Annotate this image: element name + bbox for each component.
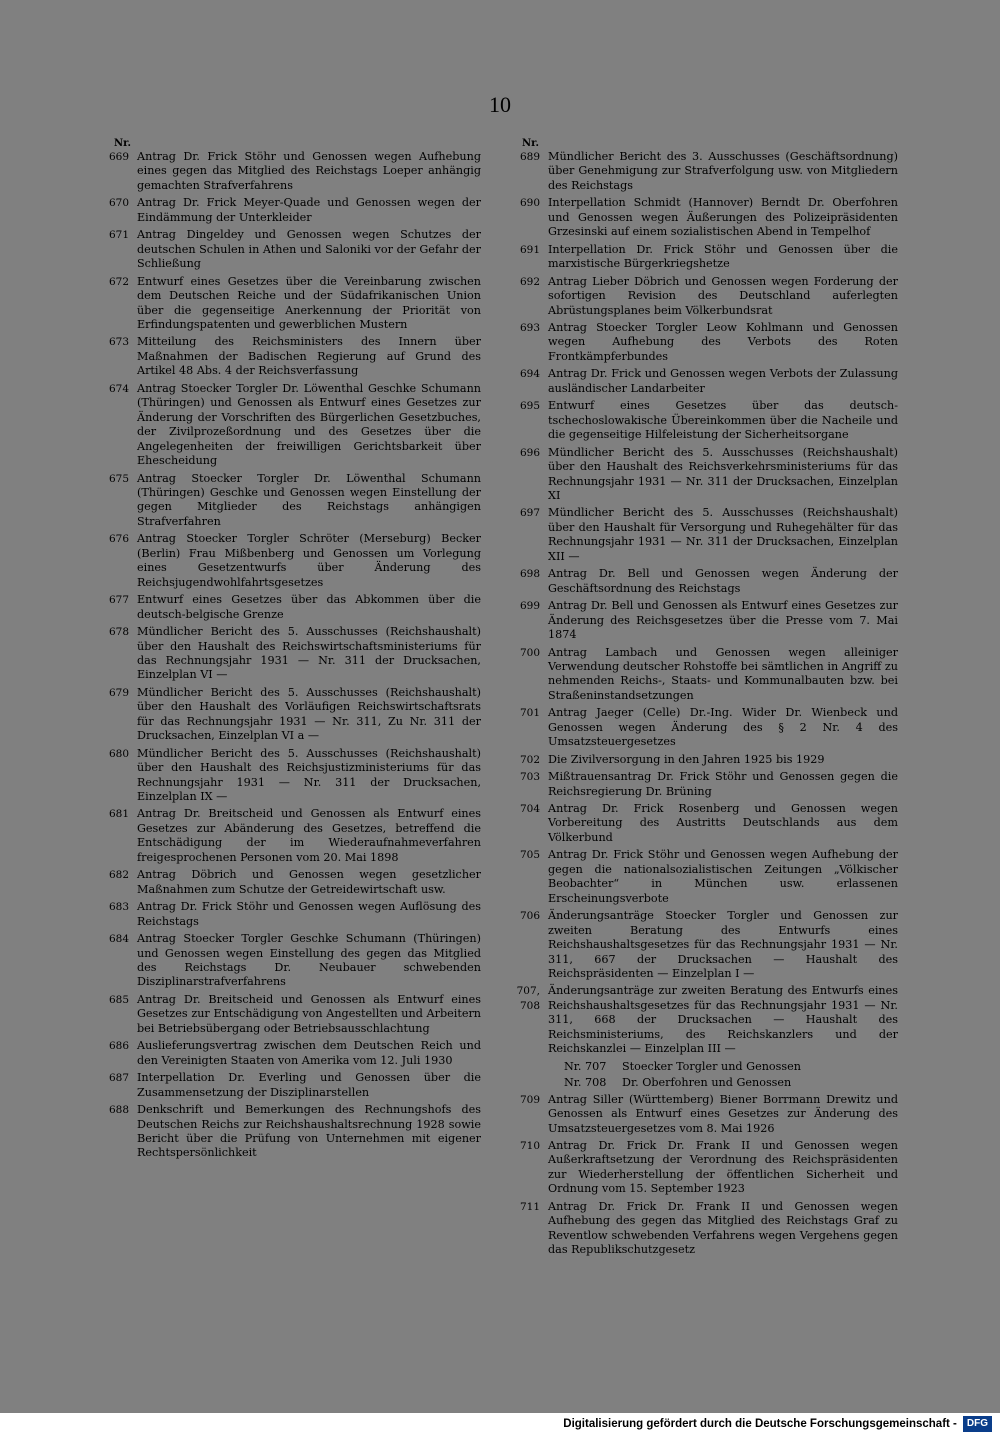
entry-text: Änderungsanträge Stoecker Torgler und Genossen zur zweiten Beratung des Entwurfs eines Reichshaushaltsgesetzes für das Rechnungsjahr 1931 — Nr. 311, 667 der Drucksachen — Haushalt des Reichspräsidenten — Einzelplan I — xyxy=(548,909,898,981)
entry-number: 691 xyxy=(519,243,540,256)
entry-text: Antrag Siller (Württemberg) Biener Borrmann Drewitz und Genossen als Entwurf eines Gesetzes zur Änderung des Umsatzsteuergesetzes vom 8. Mai 1926 xyxy=(548,1092,898,1135)
column-header: Nr. xyxy=(522,138,539,149)
entry-number: 672 xyxy=(108,275,129,288)
entry-text: Änderungsanträge zur zweiten Beratung des Entwurfs eines Reichshaushaltsgesetzes für das Rechnungsjahr 1931 — Nr. 311, 668 der Drucksachen — Haushalt des Reichsministeriums, des Reichskanzlers und der Reichskanzlei — Einzelplan III — xyxy=(548,984,898,1056)
entry xyxy=(100,625,481,683)
entry xyxy=(508,367,898,396)
entry xyxy=(100,900,481,929)
entry xyxy=(508,646,898,704)
entry-text: Mündlicher Bericht des 3. Ausschusses (Geschäftsordnung) über Genehmigung zur Strafverfolgung usw. von Mitgliedern des Reichstags xyxy=(548,150,898,192)
entry xyxy=(100,1039,481,1068)
page-number: 10 xyxy=(489,92,511,117)
entry-text: Antrag Dingeldey und Genossen wegen Schutzes der deutschen Schulen in Athen und Saloniki vor der Gefahr der Schließung xyxy=(137,228,481,271)
entry-text: Antrag Dr. Frick Meyer-Quade und Genossen wegen der Eindämmung der Unterkleider xyxy=(137,196,481,224)
footer-bar xyxy=(0,1413,1000,1434)
left-column xyxy=(100,137,481,1164)
entry-text: Mündlicher Bericht des 5. Ausschusses (Reichshaushalt) über den Haushalt des Reichsverkehrsministeriums für das Rechnungsjahr 1931 — Nr. 311 der Drucksachen, Einzelplan XI xyxy=(548,445,898,502)
entry-number: 676 xyxy=(108,533,129,546)
entry xyxy=(100,275,481,333)
entry-number: Nr. 708 xyxy=(564,1076,607,1090)
entry-text: Mündlicher Bericht des 5. Ausschusses (Reichshaushalt) über den Haushalt für Versorgung und Ruhegehälter für das Rechnungsjahr 1931 — Nr. 311 der Drucksachen, Einzelplan XII — xyxy=(548,506,898,563)
entry-number: 693 xyxy=(519,321,540,334)
entry-text: Antrag Jaeger (Celle) Dr.-Ing. Wider Dr. Wienbeck und Genossen wegen Änderung des § 2 Nr. 4 des Umsatzsteuergesetzes xyxy=(548,706,898,749)
entry-text: Mündlicher Bericht des 5. Ausschusses (Reichshaushalt) über den Haushalt des Reichsjustizministeriums für das Rechnungsjahr 1931 — Nr. 311 der Drucksachen, Einzelplan IX — xyxy=(137,746,481,804)
entry-text: Antrag Dr. Breitscheid und Genossen als Entwurf eines Gesetzes zur Entschädigung von Angestellten und Arbeitern bei Betriebsübergang oder Betriebsausschlachtung xyxy=(137,992,481,1035)
footer-text: Digitalisierung gefördert durch die Deutsche Forschungsgemeinschaft - xyxy=(563,1417,957,1430)
entry-number: 669 xyxy=(108,151,129,163)
entry xyxy=(100,472,481,530)
entry-text: Antrag Dr. Frick Stöhr und Genossen wegen Aufhebung eines gegen das Mitglied des Reichstags Loeper anhängig gemachten Strafverfahrens xyxy=(137,150,481,192)
entry-number: 683 xyxy=(108,901,129,914)
left-entry-list xyxy=(100,150,481,1161)
entry-text: Interpellation Schmidt (Hannover) Berndt Dr. Oberfohren und Genossen wegen Äußerungen des Polizeipräsidenten Grzesinski auf einem sozialistischen Abend in Tempelhof xyxy=(548,196,898,239)
sub-entry xyxy=(508,1076,898,1090)
entry-text: Antrag Lambach und Genossen wegen alleiniger Verwendung deutscher Rohstoffe bei sämtlichen in Angriff zu nehmenden Reichs-, Staats- und Kommunalbauten bzw. bei Straßeninstandsetzungen xyxy=(548,645,898,702)
entry-text: Mißtrauensantrag Dr. Frick Stöhr und Genossen gegen die Reichsregierung Dr. Brüning xyxy=(548,770,898,798)
entry-number: 681 xyxy=(108,808,129,821)
entry-text: Entwurf eines Gesetzes über die Vereinbarung zwischen dem Deutschen Reiche und der Südafrikanischen Union über die gegenseitige Anerkennung der Priorität von Erfindungspatenten und gewerblichen Mustern xyxy=(137,274,481,331)
entry-number: Nr. 707 xyxy=(564,1059,607,1073)
entry-number: 678 xyxy=(108,626,129,639)
entry-number: 686 xyxy=(108,1040,129,1053)
entry xyxy=(100,868,481,897)
entry xyxy=(508,275,898,318)
entry-text: Dr. Oberfohren und Genossen xyxy=(622,1076,792,1090)
entry-number: 703 xyxy=(519,771,540,784)
entry-number: 680 xyxy=(108,747,129,760)
entry xyxy=(100,807,481,865)
entry-number: 682 xyxy=(108,869,129,882)
entry-text: Antrag Dr. Bell und Genossen als Entwurf eines Gesetzes zur Änderung des Reichsgesetzes über die Presse vom 7. Mai 1874 xyxy=(548,599,898,642)
entry-number: 704 xyxy=(519,803,540,816)
entry xyxy=(100,1071,481,1100)
entry xyxy=(508,984,898,1056)
entry-number: 677 xyxy=(108,594,129,607)
entry-text: Die Zivilversorgung in den Jahren 1925 bis 1929 xyxy=(548,752,825,766)
entry-number: 701 xyxy=(519,707,540,720)
entry xyxy=(508,243,898,272)
entry xyxy=(100,196,481,225)
entry-number: 709 xyxy=(519,1093,540,1106)
right-sub-entry-list xyxy=(508,1060,898,1091)
right-entry-list-after xyxy=(508,1093,898,1258)
entry-number: 695 xyxy=(519,400,540,413)
entry-text: Antrag Stoecker Torgler Dr. Löwenthal Geschke Schumann (Thüringen) und Genossen als Entwurf eines Gesetzes zur Änderung der Vorschriften des Bürgerlichen Gesetzbuches, der Zivilprozeßordnung und des Gesetzes über die Angelegenheiten der freiwilligen Gerichtsbarkeit über Ehescheidung xyxy=(137,381,481,468)
entry xyxy=(100,150,481,193)
entry-text: Antrag Dr. Breitscheid und Genossen als Entwurf eines Gesetzes zur Abänderung des Gesetzes, betreffend die Entschädigung der im Wiederaufnahmeverfahren freigesprochenen Personen vom 20. Mai 1898 xyxy=(137,807,481,864)
entry xyxy=(100,228,481,271)
entry-text: Stoecker Torgler und Genossen xyxy=(622,1059,801,1073)
right-entry-list xyxy=(508,150,898,1057)
entry-text: Antrag Dr. Frick Stöhr und Genossen wegen Auflösung des Reichstags xyxy=(137,900,481,928)
entry xyxy=(508,196,898,239)
entry-text: Antrag Lieber Döbrich und Genossen wegen Forderung der sofortigen Revision des Deutschland auferlegten Abrüstungsplanes beim Völkerbundsrat xyxy=(548,274,898,317)
entry xyxy=(100,382,481,469)
right-column xyxy=(508,137,898,1261)
entry-number: 696 xyxy=(519,446,540,459)
entry xyxy=(508,1093,898,1136)
entry-number: 685 xyxy=(108,993,129,1006)
dfg-logo: DFG xyxy=(963,1416,992,1432)
entry-text: Mündlicher Bericht des 5. Ausschusses (Reichshaushalt) über den Haushalt des Vorläufigen Reichswirtschaftsrats für das Rechnungsjahr 1931 — Nr. 311, Zu Nr. 311 der Drucksachen, Einzelplan VI a — xyxy=(137,685,481,743)
entry xyxy=(508,150,898,193)
entry xyxy=(100,335,481,378)
entry-number: 692 xyxy=(519,275,540,288)
entry xyxy=(508,399,898,442)
entry-text: Antrag Stoecker Torgler Dr. Löwenthal Schumann (Thüringen) Geschke und Genossen wegen Einstellung der gegen Mitglieder des Reichstags anhängigen Strafverfahren xyxy=(137,471,481,528)
entry xyxy=(508,446,898,504)
entry-text: Antrag Döbrich und Genossen wegen gesetzlicher Maßnahmen zum Schutze der Getreidewirtschaft usw. xyxy=(137,868,481,896)
entry-number: 694 xyxy=(519,368,540,381)
entry-text: Antrag Stoecker Torgler Geschke Schumann (Thüringen) und Genossen wegen Einstellung des gegen das Mitglied des Reichstags Dr. Neubauer schwebenden Disziplinarstrafverfahrens xyxy=(137,932,481,989)
entry-text: Auslieferungsvertrag zwischen dem Deutschen Reich und den Vereinigten Staaten von Amerika vom 12. Juli 1930 xyxy=(137,1039,481,1067)
entry-number: 698 xyxy=(519,568,540,581)
entry xyxy=(508,567,898,596)
entry-text: Denkschrift und Bemerkungen des Rechnungshofs des Deutschen Reichs zur Reichshaushaltsrechnung 1928 sowie Bericht über die Prüfung von Unternehmen mit eigener Rechtspersönlichkeit xyxy=(137,1103,481,1160)
entry xyxy=(100,932,481,990)
entry-number: 711 xyxy=(519,1200,540,1213)
entry xyxy=(508,1200,898,1258)
entry xyxy=(100,686,481,744)
entry-number: 684 xyxy=(108,933,129,946)
entry-text: Antrag Dr. Frick Dr. Frank II und Genossen wegen Aufhebung des gegen das Mitglied des Reichstags Graf zu Reventlow schwebenden Verfahrens wegen Vergehens gegen das Republikschutzgesetz xyxy=(548,1199,898,1257)
entry-number: 700 xyxy=(519,646,540,659)
entry-text: Antrag Stoecker Torgler Leow Kohlmann und Genossen wegen Aufhebung des Verbots des Roten Frontkämpferbundes xyxy=(548,320,898,363)
entry xyxy=(508,753,898,767)
entry-number: 707, 708 xyxy=(516,985,540,1012)
entry-text: Mündlicher Bericht des 5. Ausschusses (Reichshaushalt) über den Haushalt des Reichswirtschaftsministeriums für das Rechnungsjahr 1931 — Nr. 311 der Drucksachen, Einzelplan VI — xyxy=(137,625,481,682)
entry xyxy=(508,909,898,981)
entry-text: Entwurf eines Gesetzes über das Abkommen über die deutsch-belgische Grenze xyxy=(137,593,481,621)
entry-number: 710 xyxy=(519,1140,540,1152)
entry xyxy=(100,532,481,590)
entry-number: 688 xyxy=(108,1104,129,1117)
entry-number: 679 xyxy=(108,686,129,699)
entry-number: 673 xyxy=(108,336,129,349)
entry-number: 699 xyxy=(519,600,540,613)
entry xyxy=(100,993,481,1036)
entry-text: Antrag Stoecker Torgler Schröter (Merseburg) Becker (Berlin) Frau Mißbenberg und Genossen um Vorlegung eines Gesetzentwurfs über Änderung des Reichsjugendwohlfahrtsgesetzes xyxy=(137,532,481,589)
entry xyxy=(508,802,898,845)
entry-number: 697 xyxy=(519,507,540,520)
entry-number: 690 xyxy=(519,197,540,210)
sub-entry xyxy=(508,1060,898,1074)
entry-number: 675 xyxy=(108,472,129,485)
entry-text: Interpellation Dr. Everling und Genossen über die Zusammensetzung der Disziplinarstellen xyxy=(137,1071,481,1099)
entry-number: 670 xyxy=(108,197,129,210)
entry xyxy=(508,706,898,749)
entry-number: 674 xyxy=(108,382,129,395)
entry-text: Entwurf eines Gesetzes über das deutsch-tschechoslowakische Übereinkommen über die Nacheile und die gegenseitige Hilfeleistung der Sicherheitsorgane xyxy=(548,399,898,442)
entry-text: Mitteilung des Reichsministers des Innern über Maßnahmen der Badischen Regierung auf Grund des Artikel 48 Abs. 4 der Reichsverfassung xyxy=(137,335,481,378)
entry xyxy=(508,506,898,564)
entry xyxy=(508,321,898,364)
column-header: Nr. xyxy=(114,138,131,149)
entry-number: 689 xyxy=(519,151,540,163)
entry xyxy=(100,747,481,805)
entry-text: Interpellation Dr. Frick Stöhr und Genossen über die marxistische Bürgerkriegshetze xyxy=(548,242,898,271)
entry-number: 687 xyxy=(108,1072,129,1085)
entry xyxy=(508,599,898,642)
entry xyxy=(508,848,898,906)
entry-number: 671 xyxy=(108,229,129,242)
entry-number: 705 xyxy=(519,849,540,862)
entry-number: 702 xyxy=(519,753,540,766)
entry-text: Antrag Dr. Frick Stöhr und Genossen wegen Aufhebung der gegen die nationalsozialistischen Zeitungen „Völkischer Beobachter“ in München usw. erlassenen Erscheinungsverbote xyxy=(548,848,898,905)
entry xyxy=(100,593,481,622)
entry-text: Antrag Dr. Frick und Genossen wegen Verbots der Zulassung ausländischer Landarbeiter xyxy=(548,367,898,395)
entry xyxy=(100,1103,481,1161)
entry xyxy=(508,770,898,799)
entry xyxy=(508,1139,898,1197)
entry-number: 706 xyxy=(519,910,540,923)
entry-text: Antrag Dr. Frick Rosenberg und Genossen wegen Vorbereitung des Austritts Deutschlands aus dem Völkerbund xyxy=(548,802,898,844)
entry-text: Antrag Dr. Frick Dr. Frank II und Genossen wegen Außerkraftsetzung der Verordnung des Reichspräsidenten zur Wiederherstellung der öffentlichen Sicherheit und Ordnung vom 15. September 1923 xyxy=(548,1139,898,1196)
entry-text: Antrag Dr. Bell und Genossen wegen Änderung der Geschäftsordnung des Reichstags xyxy=(548,567,898,595)
